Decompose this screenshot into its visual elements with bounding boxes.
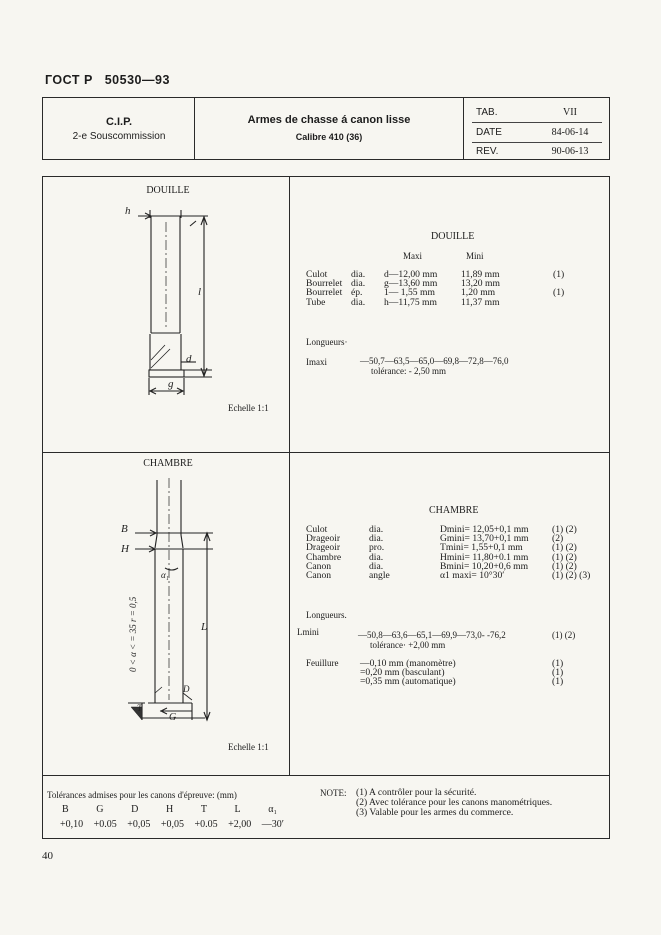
lmin-label: Lmini [297,627,319,637]
list-item: dia. [351,278,366,290]
list-item: 1,20 mm [461,287,496,299]
list-item: Hmini= 11,80+0.1 mm [440,551,529,563]
tolerance-value: +0.05 [194,819,218,830]
list-item: Bourrelet [306,287,343,299]
document-title: Armes de chasse á canon lisse [247,114,411,126]
lmin-notes: (1) (2) [552,630,576,640]
chambre-table-title: CHAMBRE [429,505,479,516]
list-item: 1— 1,55 mm [384,287,435,299]
tolerances-values [60,819,284,830]
chambre-values [440,525,529,580]
tolerance-header: L [234,804,241,815]
list-item: (1) (2) [552,524,577,535]
list-item: Tube [306,296,326,308]
list-item: Culot [306,269,328,280]
list-item: d—12,00 mm [384,269,438,280]
note-label: NOTE: [320,788,347,798]
org-name: C.I.P. [105,116,133,128]
list-item: =0,20 mm (basculant) [360,667,445,679]
list-item: Culot [306,524,328,535]
standard-label: ГОСТ Р [45,73,93,87]
list-item: =0,35 mm (automatique) [360,676,456,688]
list-item: Canon [306,569,332,581]
tolerance-header: H [165,804,174,815]
list-item: (2) [552,533,564,545]
dim-g: g [168,378,174,390]
list-item: g—13,60 mm [384,278,438,290]
list-item: dia. [351,269,366,280]
list-item: Gmini= 13,70+0,1 mm [440,533,529,545]
dim-T: T [137,703,143,713]
list-item: (1) [552,676,564,688]
feuillure-label: Feuillure [306,658,339,668]
tolerance-header: α₁ [268,804,277,815]
dim-side-note: 0 < α < = 35 r = 0,5 [128,596,138,672]
lmax-values: —50,7—63,5—65,0—69,8—72,8—76,0 [360,356,509,366]
dim-h: h [125,205,131,217]
list-item: Dmini= 12,05+0,1 mm [440,524,529,535]
list-item: dia. [369,533,384,545]
list-item: (1) (2) [552,542,577,554]
tolerance-value: —30′ [261,819,284,830]
feuillure-notes [552,659,563,687]
notes-list [356,788,552,818]
col-mini: Mini [466,251,484,261]
list-item: dia. [369,524,384,535]
list-item: angle [369,569,390,581]
list-item: Canon [306,560,332,572]
note-item: (2) Avec tolérance pour les canons manométriques. [356,797,553,808]
list-item: (1) [553,287,565,299]
date-label: DATE [476,127,502,138]
list-item: 13,20 mm [461,278,500,290]
lmin-values: —50,8—63,6—65,1—69,9—73,0- -76,2 [358,630,506,640]
chambre-drawing-title: CHAMBRE [143,458,193,469]
chambre-names [306,525,341,580]
douille-tolerance: tolérance: - 2,50 mm [371,366,446,376]
list-item: (1) (2) (3) [552,569,591,581]
list-item: —0,10 mm (manomètre) [360,658,456,669]
dim-B: B [121,523,128,535]
douille-longueurs-label: Longueurs· [306,337,348,347]
list-item: dia. [369,551,384,563]
dim-D: D [183,684,190,694]
note-item: (3) Valable pour les armes du commerce. [356,807,514,818]
lmax-label: Imaxi [306,357,327,367]
list-item: (1) (2) [552,560,577,572]
col-maxi: Maxi [403,251,422,261]
tab-label: TAB. [476,107,498,118]
tolerance-value: +0.05 [93,819,117,830]
tolerance-value: +0,10 [60,819,84,830]
tolerance-header: G [96,804,104,815]
date-value: 84-06-14 [551,127,589,138]
list-item: h—11,75 mm [384,296,437,308]
list-item: (1) [552,667,564,679]
list-item: dia. [351,296,366,308]
tolerance-header: B [62,804,69,815]
douille-table-title: DOUILLE [431,231,475,242]
dim-alpha: α₁ [161,570,169,580]
page-number: 40 [42,850,53,862]
dim-H: H [121,543,129,555]
list-item: (1) [552,658,564,669]
tolerance-header: D [131,804,139,815]
tab-value: VII [563,107,577,118]
rev-value: 90-06-13 [551,146,589,157]
chambre-notes [552,525,590,580]
feuillure-values [360,659,456,687]
tolerances-headers [62,804,277,815]
list-item: Chambre [306,551,342,563]
list-item: 11,89 mm [461,269,500,280]
dim-L: L [201,621,208,633]
dim-d: d [186,353,192,365]
list-item: α1 maxi= 10°30′ [440,569,505,581]
note-item: (1) A contrôler pour la sécurité. [356,787,477,798]
tolerance-value: +0,05 [160,819,185,830]
list-item: 11,37 mm [461,296,500,308]
tolerance-value: +2,00 [228,819,252,830]
list-item: Drageoir [306,533,341,545]
douille-drawing-title: DOUILLE [146,185,190,196]
chambre-longueurs-label: Longueurs. [306,610,347,620]
list-item: Drageoir [306,542,341,554]
list-item: Tmini= 1,55+0,1 mm [440,542,523,554]
tolerance-value: +0,05 [127,819,151,830]
list-item: Bmini= 10,20+0,6 mm [440,560,529,572]
document-subtitle: Calibre 410 (36) [295,132,363,142]
dim-l: l [198,286,202,298]
list-item: pro. [369,542,385,554]
douille-scale: Echelle 1:1 [228,403,269,413]
chambre-scale: Echelle 1:1 [228,742,269,752]
standard-number: 50530—93 [104,73,170,87]
list-item: dia. [369,560,384,572]
subcommission: 2-e Souscommission [72,131,166,142]
list-item: ép. [351,287,363,299]
tolerances-title: Tolérances admises pour les canons d'épreuve: (mm) [47,790,237,800]
chambre-tolerance: tolérance· +2,00 mm [370,640,446,650]
tolerance-header: T [200,804,207,815]
rev-label: REV. [476,146,499,157]
list-item: (1) [553,269,565,280]
list-item: Bourrelet [306,278,343,290]
dim-G: G [169,712,177,723]
list-item: (1) (2) [552,551,577,563]
chambre-kinds [369,525,390,580]
